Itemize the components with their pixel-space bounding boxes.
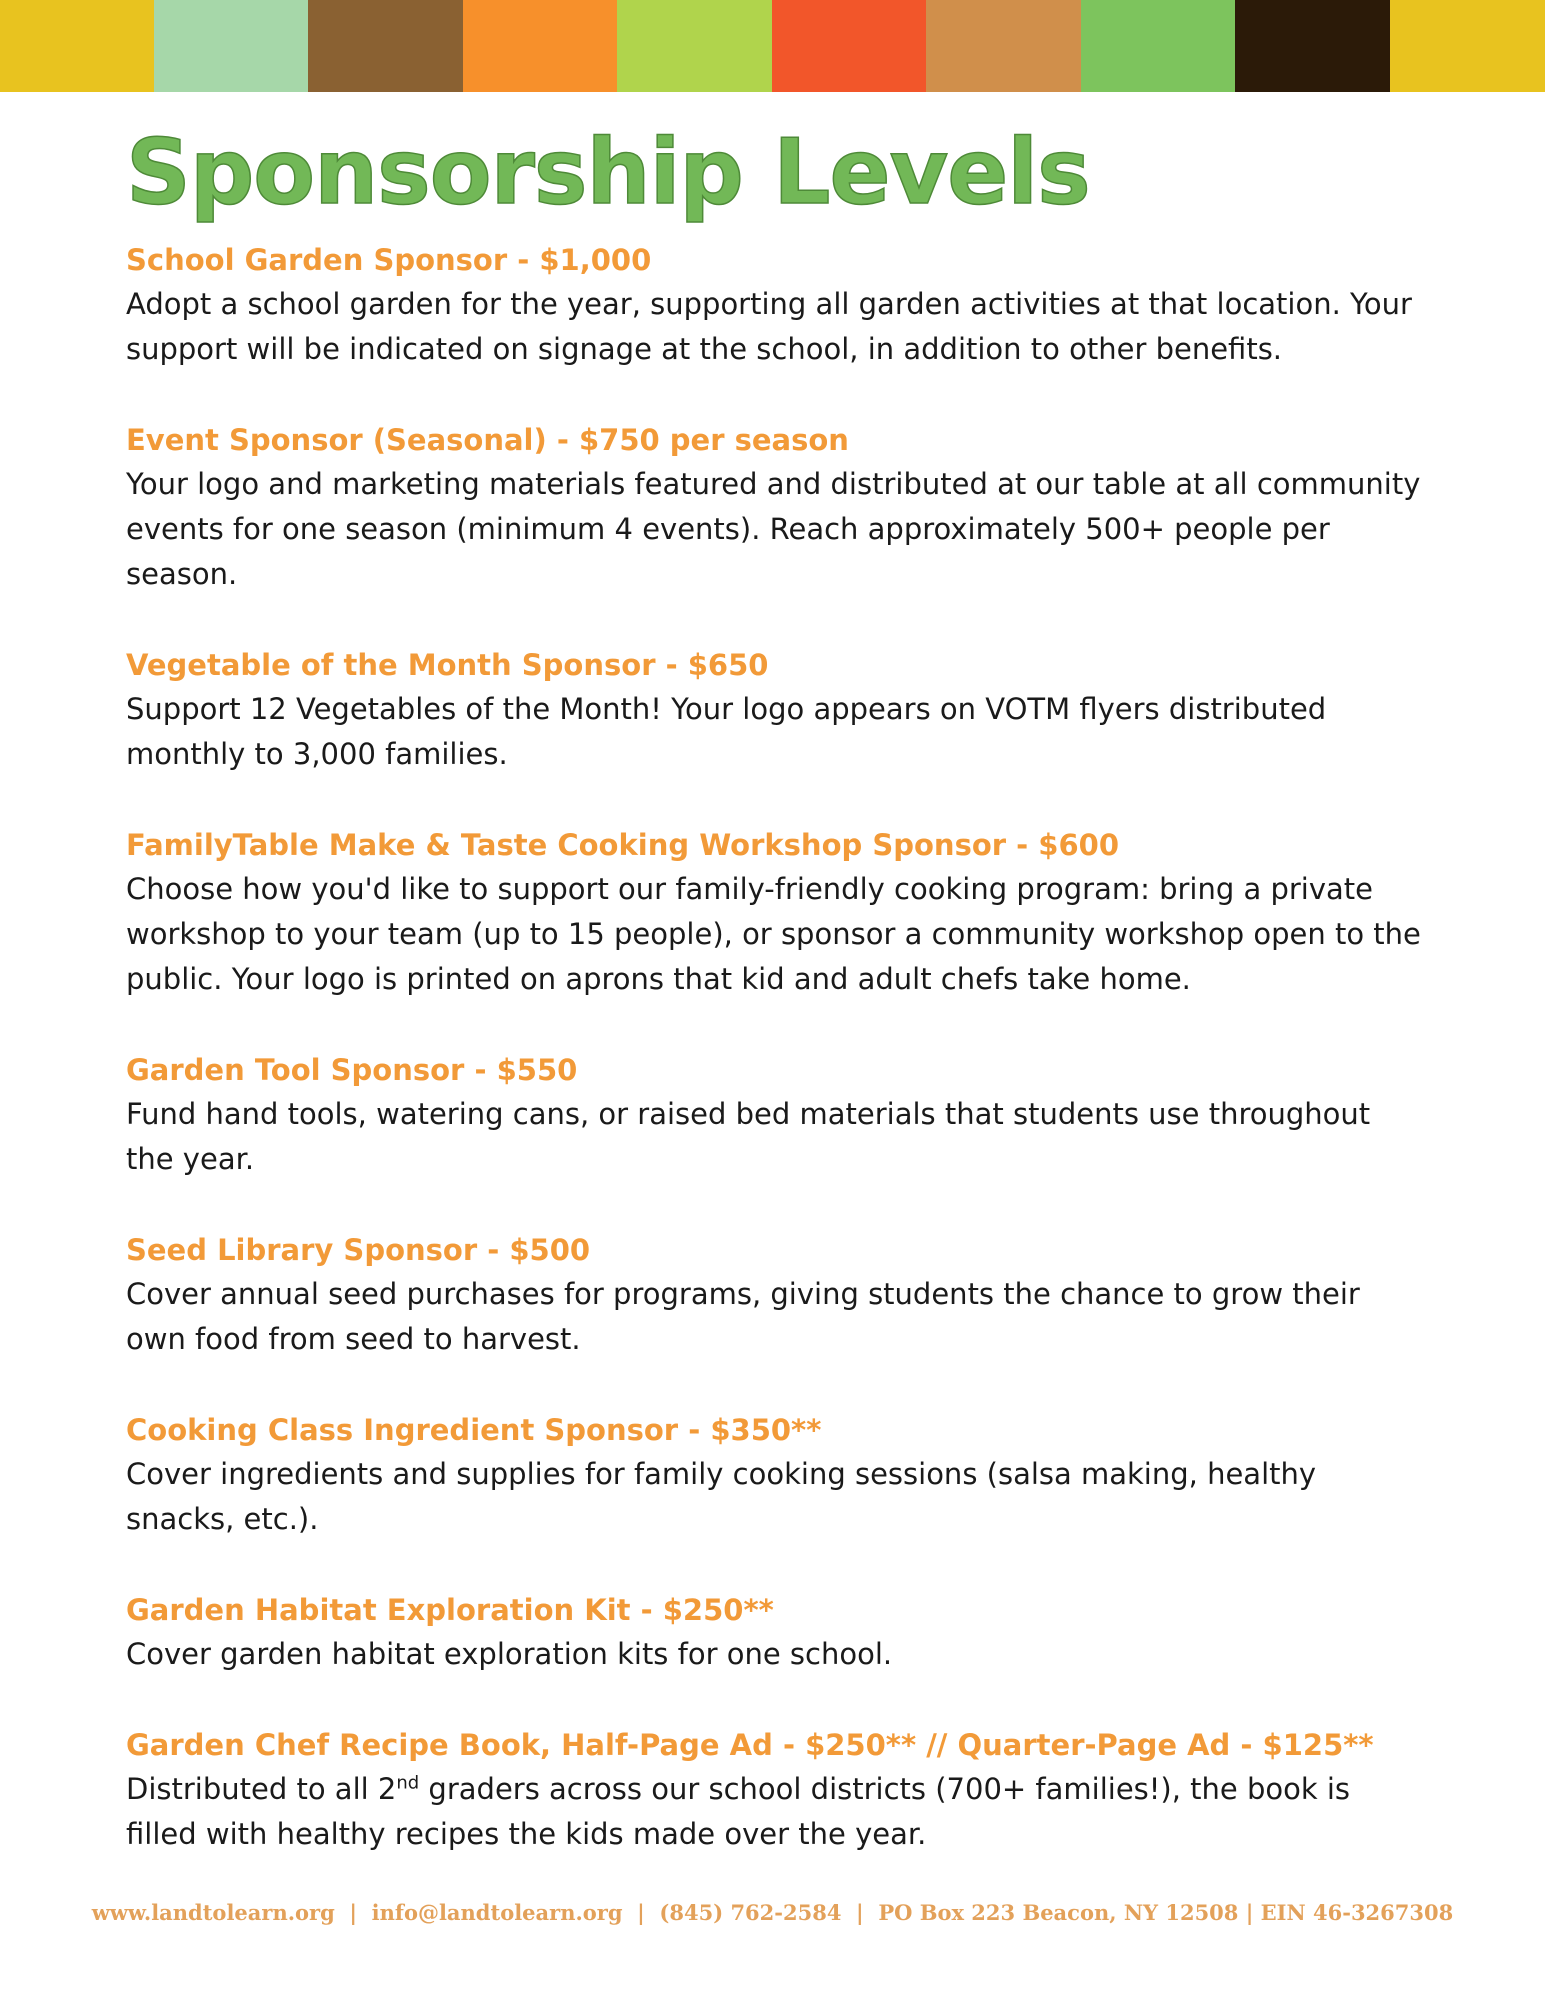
level-heading: Garden Chef Recipe Book, Half-Page Ad - $250** // Quarter-Page Ad - $125** — [126, 1728, 1374, 1762]
main-content — [126, 118, 1426, 1903]
color-swatch — [463, 0, 617, 92]
level-heading: Seed Library Sponsor - $500 — [126, 1233, 591, 1267]
level-description: Cover ingredients and supplies for family cooking sessions (salsa making, healthy snacks, etc.). — [126, 1457, 1317, 1536]
level-heading: FamilyTable Make & Taste Cooking Workshop Sponsor - $600 — [126, 828, 1119, 862]
color-swatch — [1390, 0, 1545, 92]
color-swatch — [1081, 0, 1235, 92]
color-swatch — [926, 0, 1081, 92]
color-swatch — [308, 0, 463, 92]
sponsorship-level — [126, 643, 1426, 777]
sponsorship-level — [126, 238, 1426, 372]
ordinal-suffix: nd — [396, 1772, 420, 1794]
level-description: Cover annual seed purchases for programs, giving students the chance to grow their own food from seed to harvest. — [126, 1277, 1360, 1356]
level-description-start: Distributed to all 2 — [126, 1772, 397, 1806]
sponsorship-level — [126, 1408, 1426, 1542]
sponsorship-level — [126, 1048, 1426, 1182]
sponsorship-levels-list — [126, 238, 1426, 1857]
level-description: Choose how you'd like to support our family-friendly cooking program: bring a private workshop to your team (up to 15 people), or sponsor a community workshop open to the public. Your logo is printed on aprons that kid and adult chefs take home. — [126, 872, 1421, 996]
color-swatch — [1235, 0, 1390, 92]
level-description: Your logo and marketing materials featured and distributed at our table at all community events for one season (minimum 4 events). Reach approximately 500+ people per season. — [126, 467, 1421, 591]
level-heading: Garden Habitat Exploration Kit - $250** — [126, 1593, 774, 1627]
level-heading: Vegetable of the Month Sponsor - $650 — [126, 648, 769, 682]
color-swatch — [0, 0, 154, 92]
page-title: Sponsorship Levels — [126, 120, 1090, 225]
level-heading: Garden Tool Sponsor - $550 — [126, 1053, 578, 1087]
level-heading: School Garden Sponsor - $1,000 — [126, 243, 652, 277]
level-description: Fund hand tools, watering cans, or raised bed materials that students use throughout the year. — [126, 1097, 1371, 1176]
color-swatch — [617, 0, 772, 92]
level-description: Cover garden habitat exploration kits for one school. — [126, 1637, 893, 1671]
sponsorship-level — [126, 418, 1426, 597]
color-swatch — [772, 0, 926, 92]
color-bar — [0, 0, 1545, 92]
level-heading: Cooking Class Ingredient Sponsor - $350** — [126, 1413, 822, 1447]
level-heading: Event Sponsor (Seasonal) - $750 per season — [126, 423, 849, 457]
level-description — [126, 1767, 1426, 1857]
sponsorship-level — [126, 1723, 1426, 1857]
sponsorship-level — [126, 823, 1426, 1002]
level-description: Support 12 Vegetables of the Month! Your logo appears on VOTM flyers distributed monthly to 3,000 families. — [126, 692, 1327, 771]
level-description: Adopt a school garden for the year, supporting all garden activities at that location. Your support will be indicated on signage at the school, in addition to other benefits. — [126, 287, 1412, 366]
color-swatch — [154, 0, 308, 92]
footer-contact-info: www.landtolearn.org | info@landtolearn.org | (845) 762-2584 | PO Box 223 Beacon, NY 12508 | EIN 46-3267308 — [91, 1900, 1454, 1925]
sponsorship-level — [126, 1228, 1426, 1362]
level-description-end: graders across our school districts (700+ families!), the book is filled with healthy recipes the kids made over the year. — [126, 1772, 1351, 1851]
sponsorship-level — [126, 1588, 1426, 1677]
